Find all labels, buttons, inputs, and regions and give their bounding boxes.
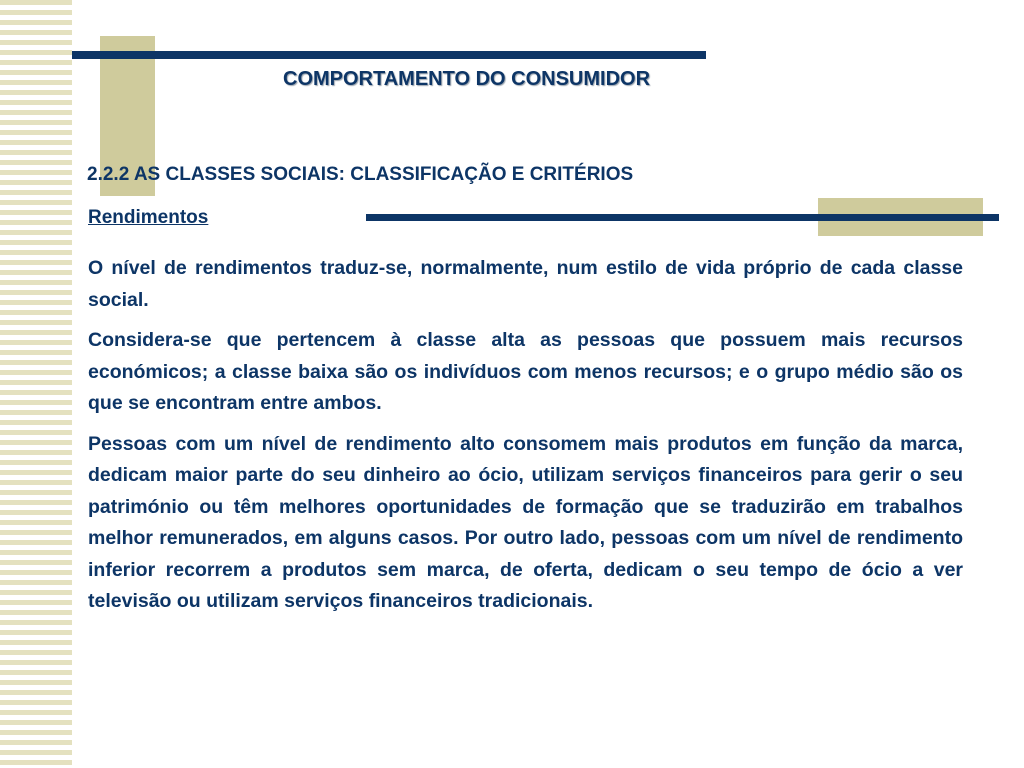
slide-title: COMPORTAMENTO DO CONSUMIDOR xyxy=(283,68,651,90)
body-text xyxy=(88,253,963,627)
decorative-title-bar xyxy=(72,51,706,59)
sub-heading: Rendimentos xyxy=(88,207,209,228)
section-heading: 2.2.2 AS CLASSES SOCIAIS: CLASSIFICAÇÃO E CRITÉRIOS xyxy=(87,164,634,185)
paragraph-1: O nível de rendimentos traduz-se, normalmente, num estilo de vida próprio de cada classe social. xyxy=(88,257,963,311)
decorative-stripes xyxy=(0,0,72,768)
paragraph-3: Pessoas com um nível de rendimento alto consomem mais produtos em função da marca, dedicam maior parte do seu dinheiro ao ócio, utilizam serviços financeiros para gerir o seu património ou têm melhores oportunidades de formação que se traduzirão em trabalhos melhor remunerados, em alguns casos. Por outro lado, pessoas com um nível de rendimento inferior recorrem a produtos sem marca, de oferta, dedicam o seu tempo de ócio a ver televisão ou utilizam serviços financeiros tradicionais. xyxy=(88,432,963,612)
paragraph-2: Considera-se que pertencem à classe alta as pessoas que possuem mais recursos económicos; a classe baixa são os indivíduos com menos recursos; e o grupo médio são os que se encontram entre ambos. xyxy=(88,329,963,414)
decorative-right-bar xyxy=(366,214,999,221)
